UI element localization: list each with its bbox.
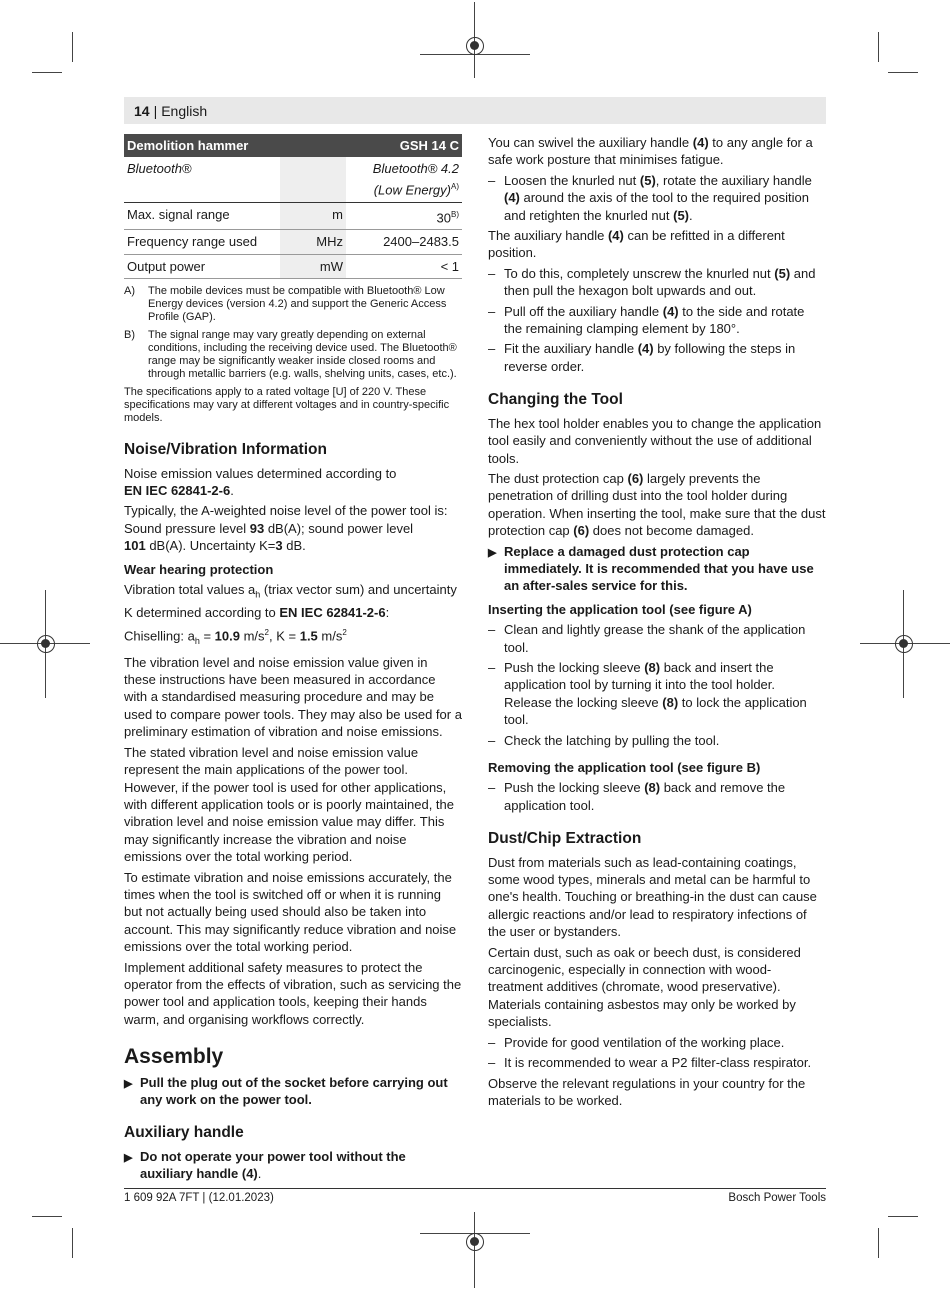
- list-item: – It is recommended to wear a P2 filter-class respirator.: [488, 1055, 812, 1071]
- paragraph: Implement additional safety measures to protect the operator from the effects of vibration, such as servicing the power tool and application tools, keeping their hands warm, and organising workflows correctly.: [124, 959, 462, 1027]
- header-separator: |: [153, 102, 158, 119]
- spec-value: < 1: [346, 254, 462, 278]
- paragraph: The dust protection cap (6) largely prevents the penetration of drilling dust into the tool holder during operation. When inserting the tool, make sure that the dust protection cap (6) does not become damaged.: [488, 470, 826, 539]
- crop-mark: [888, 1216, 918, 1217]
- chiselling-values: Chiselling: $a_h = 10.9$ $m/s^2$, K = 1.5 $m/s^2$: [124, 628, 347, 647]
- list-item: – Clean and lightly grease the shank of the application tool.: [488, 622, 806, 655]
- registration-mark-icon: [37, 635, 55, 653]
- spec-label: Frequency range used: [124, 230, 280, 254]
- crop-mark: [32, 72, 62, 73]
- section-heading-noise: Noise/Vibration Information: [124, 441, 327, 459]
- paragraph: The auxiliary handle (4) can be refitted in a different position.: [488, 228, 785, 261]
- footnote: A) The mobile devices must be compatible with Bluetooth® Low Energy devices (version 4.2) and support the Generic Access Profile (GAP).: [124, 285, 447, 324]
- table-row: [124, 254, 462, 278]
- paragraph: You can swivel the auxiliary handle (4) to any angle for a safe work posture that minimises fatigue.: [488, 135, 813, 168]
- paragraph: The hex tool holder enables you to change the application tool easily and conveniently without the use of additional tools.: [488, 415, 822, 466]
- list-item: – Provide for good ventilation of the working place.: [488, 1034, 785, 1050]
- safety-warning: ▶ Do not operate your power tool without the auxiliary handle (4).: [124, 1148, 406, 1182]
- list-item: – Fit the auxiliary handle (4) by following the steps in reverse order.: [488, 341, 796, 374]
- crop-mark: [888, 72, 918, 73]
- spec-table: [124, 134, 462, 279]
- spec-label: Output power: [124, 254, 280, 278]
- footer-brand: Bosch Power Tools: [728, 1192, 826, 1204]
- warning-arrow-icon: ▶: [124, 1151, 133, 1164]
- wear-hearing-protection: Wear hearing protection: [124, 561, 274, 577]
- right-column: [488, 134, 826, 1112]
- spec-unit: [280, 157, 346, 202]
- spec-value: 2400–2483.5: [346, 230, 462, 254]
- safety-warning: ▶ Replace a damaged dust protection cap immediately. It is recommended that you have use an after-sales service for this.: [488, 543, 814, 594]
- section-heading-assembly: Assembly: [124, 1045, 224, 1069]
- spec-label: Max. signal range: [124, 202, 280, 230]
- list-item: – Pull off the auxiliary handle (4) to the side and rotate the remaining clamping element by 180°.: [488, 303, 805, 337]
- list-item: – Push the locking sleeve (8) back and insert the application tool by turning it into the tool holder. Release the locking sleeve (8) to lock the application tool.: [488, 659, 807, 728]
- crop-mark: [72, 1228, 73, 1258]
- paragraph: Observe the relevant regulations in your country for the materials to be worked.: [488, 1075, 806, 1108]
- spec-label: Bluetooth®: [124, 157, 280, 202]
- registration-mark-icon: [466, 1233, 484, 1251]
- section-heading-auxiliary-handle: Auxiliary handle: [124, 1124, 244, 1142]
- spec-unit: m: [280, 202, 346, 230]
- paragraph: Vibration total values $a_h$ (triax vector sum) and uncertainty K determined according to EN IEC 62841-2-6:: [124, 581, 457, 620]
- warning-arrow-icon: ▶: [488, 546, 497, 559]
- spec-value: Bluetooth® 4.2 (Low Energy)$^{A)}$: [346, 157, 462, 202]
- paragraph: Typically, the A-weighted noise level of the power tool is: Sound pressure level 93 dB(A); sound power level 101 dB(A). Uncertainty K=3 dB.: [124, 503, 448, 554]
- paragraph: The vibration level and noise emission value given in these instructions have been measured in accordance with a standardised measuring procedure and may be used to compare power tools. They may also be used for a preliminary estimation of vibration and noise emissions.: [124, 654, 462, 740]
- spec-header-right: GSH 14 C: [346, 134, 462, 157]
- subheading-removing: Removing the application tool (see figure B): [488, 760, 761, 775]
- crop-mark: [32, 1216, 62, 1217]
- paragraph: The stated vibration level and noise emission value represent the main applications of the power tool. However, if the power tool is used for other applications, with different application tools or is poorly maintained, the vibration level and noise emission value may differ. This may significantly increase the vibration and noise emissions over the total working period.: [124, 744, 455, 865]
- section-heading-dust-extraction: Dust/Chip Extraction: [488, 830, 642, 848]
- list-item: – To do this, completely unscrew the knurled nut (5) and then pull the hexagon bolt upwards and out.: [488, 265, 816, 299]
- page-footer: [124, 1188, 826, 1204]
- table-row: [124, 157, 462, 202]
- list-item: – Check the latching by pulling the tool.: [488, 732, 720, 748]
- footer-doc-number: 1 609 92A 7FT | (12.01.2023): [124, 1192, 274, 1204]
- subheading-inserting: Inserting the application tool (see figure A): [488, 601, 752, 617]
- left-column: [124, 134, 462, 1189]
- spec-value: $30^{B)}$: [346, 202, 462, 230]
- spec-unit: mW: [280, 254, 346, 278]
- spec-note: The specifications apply to a rated voltage [U] of 220 V. These specifications may vary at different voltages and in country-specific models.: [124, 386, 450, 425]
- section-heading-changing-tool: Changing the Tool: [488, 391, 623, 409]
- crop-mark: [72, 32, 73, 62]
- crop-mark: [878, 1228, 879, 1258]
- registration-mark-icon: [895, 635, 913, 653]
- spec-header-left: Demolition hammer: [124, 134, 280, 157]
- table-row: [124, 230, 462, 254]
- table-row: [124, 202, 462, 230]
- page-number: 14: [134, 102, 150, 119]
- spec-table-header: [124, 134, 462, 157]
- safety-warning: ▶ Pull the plug out of the socket before carrying out any work on the power tool.: [124, 1074, 448, 1108]
- list-item: – Loosen the knurled nut (5), rotate the auxiliary handle (4) around the axis of the tool to the required position and retighten the knurled nut (5).: [488, 172, 812, 223]
- paragraph: Certain dust, such as oak or beech dust, is considered carcinogenic, especially in connection with wood-treatment additives (chromate, wood preservative). Materials containing asbestos may only be worked by specialists.: [488, 944, 801, 1030]
- spec-unit: MHz: [280, 230, 346, 254]
- footnote: B) The signal range may vary greatly depending on external conditions, including the receiving device used. The Bluetooth® range may be significantly weaker inside closed rooms and through metallic barriers (e.g. walls, shelving units, cases, etc.).: [124, 329, 457, 381]
- paragraph: To estimate vibration and noise emissions accurately, the times when the tool is switched off or when it is running but not actually being used should also be taken into account. This may significantly reduce vibration and noise emissions over the total working period.: [124, 869, 457, 955]
- list-item: – Push the locking sleeve (8) back and remove the application tool.: [488, 780, 786, 813]
- paragraph: Noise emission values determined according to EN IEC 62841-2-6.: [124, 465, 397, 498]
- registration-mark-icon: [466, 37, 484, 55]
- warning-arrow-icon: ▶: [124, 1077, 133, 1090]
- paragraph: Dust from materials such as lead-containing coatings, some wood types, minerals and metal can be harmful to one's health. Touching or breathing-in the dust can cause allergic reactions and/or lead to respiratory infections of the user or bystanders.: [488, 854, 817, 940]
- crop-mark: [878, 32, 879, 62]
- header-language: English: [161, 102, 208, 119]
- page-header: [124, 97, 826, 124]
